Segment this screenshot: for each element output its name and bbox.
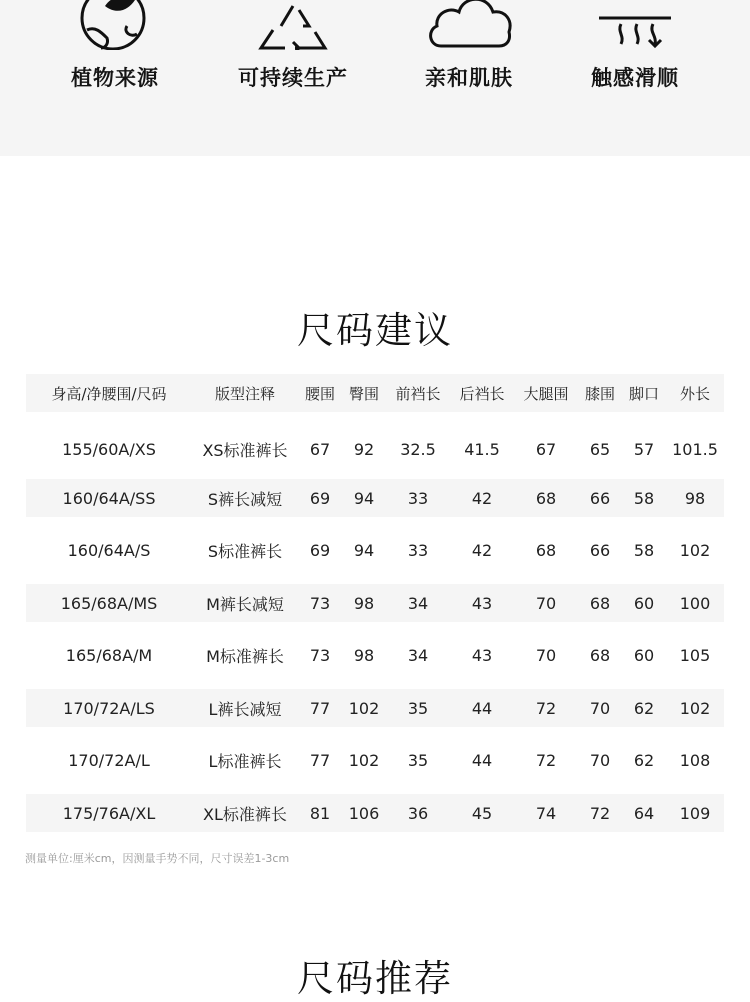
table-cell: 98 — [666, 479, 724, 517]
table-row — [26, 412, 724, 479]
table-cell: 58 — [622, 479, 666, 517]
table-cell: 68 — [514, 479, 578, 517]
size-section-title: 尺码建议 — [297, 309, 453, 352]
feature-skin-friendly — [394, 0, 544, 156]
table-cell: 44 — [450, 689, 514, 727]
table-cell: 68 — [589, 646, 611, 665]
table-cell: 57 — [633, 440, 655, 459]
table-cell: 35 — [386, 689, 450, 727]
table-cell: M裤长减短 — [192, 584, 298, 622]
header-cell: 前裆长 — [386, 374, 450, 412]
table-cell: 73 — [298, 584, 342, 622]
table-cell: 66 — [578, 479, 622, 517]
table-cell: 69 — [298, 479, 342, 517]
header-cell: 大腿围 — [514, 374, 578, 412]
table-cell: 98 — [342, 584, 386, 622]
feature-label: 可持续生产 — [238, 66, 348, 90]
table-cell: 68 — [578, 584, 622, 622]
size-table — [26, 374, 724, 832]
feature-plant-source — [40, 0, 190, 156]
table-cell: 33 — [407, 541, 429, 560]
table-cell: 106 — [342, 794, 386, 832]
table-cell: 170/72A/LS — [26, 689, 192, 727]
table-row — [26, 479, 724, 517]
table-cell: 62 — [622, 689, 666, 727]
feature-label: 植物来源 — [71, 66, 159, 90]
table-cell: L标准裤长 — [208, 752, 282, 771]
table-cell: 100 — [666, 584, 724, 622]
feature-smooth-touch — [560, 0, 710, 156]
table-row — [26, 622, 724, 689]
table-cell: 175/76A/XL — [26, 794, 192, 832]
table-cell: 74 — [514, 794, 578, 832]
table-cell: 33 — [386, 479, 450, 517]
table-cell: 94 — [342, 479, 386, 517]
table-cell: 70 — [535, 646, 557, 665]
feature-label: 触感滑顺 — [591, 66, 679, 90]
table-cell: 36 — [386, 794, 450, 832]
table-cell: 70 — [578, 689, 622, 727]
recycle-icon — [243, 0, 343, 50]
globe-leaf-icon — [65, 0, 165, 50]
table-cell: 60 — [622, 584, 666, 622]
table-cell: 170/72A/L — [68, 751, 150, 770]
table-cell: 102 — [342, 689, 386, 727]
table-row — [26, 727, 724, 794]
table-cell: L裤长减短 — [192, 689, 298, 727]
table-row — [26, 584, 724, 622]
table-cell: 160/64A/SS — [26, 479, 192, 517]
table-cell: 58 — [633, 541, 655, 560]
header-cell: 臀围 — [342, 374, 386, 412]
table-cell: 66 — [589, 541, 611, 560]
table-cell: 160/64A/S — [67, 541, 151, 560]
table-cell: 45 — [450, 794, 514, 832]
table-cell: 101.5 — [672, 440, 718, 459]
table-cell: 65 — [589, 440, 611, 459]
table-cell: XS标准裤长 — [202, 441, 288, 460]
table-cell: 73 — [309, 646, 331, 665]
table-row — [26, 794, 724, 832]
table-cell: 105 — [679, 646, 711, 665]
header-cell: 版型注释 — [192, 374, 298, 412]
table-cell: 70 — [589, 751, 611, 770]
table-header-row — [26, 374, 724, 412]
table-cell: 94 — [353, 541, 375, 560]
table-cell: 42 — [471, 541, 493, 560]
table-cell: 68 — [535, 541, 557, 560]
header-cell: 后裆长 — [450, 374, 514, 412]
table-cell: 64 — [622, 794, 666, 832]
table-cell: XL标准裤长 — [192, 794, 298, 832]
table-cell: S裤长减短 — [192, 479, 298, 517]
table-cell: 32.5 — [400, 440, 436, 459]
recommend-section-title: 尺码推荐 — [297, 957, 453, 1000]
table-cell: 72 — [578, 794, 622, 832]
table-cell: 155/60A/XS — [62, 440, 156, 459]
table-cell: 35 — [407, 751, 429, 770]
header-cell: 膝围 — [578, 374, 622, 412]
measurement-note: 测量单位:厘米cm，因测量手势不同，尺寸误差1-3cm — [25, 852, 290, 865]
header-cell: 外长 — [666, 374, 724, 412]
feature-label: 亲和肌肤 — [425, 66, 513, 90]
table-cell: 67 — [535, 440, 557, 459]
feature-strip — [0, 0, 750, 156]
table-cell: 69 — [309, 541, 331, 560]
table-cell: 77 — [298, 689, 342, 727]
table-cell: 98 — [353, 646, 375, 665]
table-cell: 92 — [353, 440, 375, 459]
table-cell: 102 — [348, 751, 380, 770]
table-cell: 60 — [633, 646, 655, 665]
table-cell: 81 — [298, 794, 342, 832]
table-cell: 43 — [471, 646, 493, 665]
table-cell: S标准裤长 — [207, 542, 283, 561]
table-cell: 43 — [450, 584, 514, 622]
heat-waves-icon — [585, 0, 685, 50]
table-cell: 165/68A/MS — [26, 584, 192, 622]
table-row — [26, 689, 724, 727]
table-cell: 72 — [535, 751, 557, 770]
table-cell: 109 — [666, 794, 724, 832]
table-cell: 102 — [666, 689, 724, 727]
table-cell: 102 — [679, 541, 711, 560]
table-cell: 42 — [450, 479, 514, 517]
table-cell: 41.5 — [464, 440, 500, 459]
table-cell: 44 — [471, 751, 493, 770]
table-cell: 72 — [514, 689, 578, 727]
table-row — [26, 517, 724, 584]
feature-sustainable — [218, 0, 368, 156]
table-cell: 62 — [633, 751, 655, 770]
table-cell: 165/68A/M — [65, 646, 153, 665]
table-cell: 34 — [386, 584, 450, 622]
table-cell: 108 — [679, 751, 711, 770]
table-cell: 70 — [514, 584, 578, 622]
header-cell: 身高/净腰围/尺码 — [26, 374, 192, 412]
table-cell: M标准裤长 — [206, 647, 284, 666]
table-cell: 67 — [309, 440, 331, 459]
cloud-icon — [419, 0, 519, 50]
table-cell: 34 — [407, 646, 429, 665]
header-cell: 脚口 — [622, 374, 666, 412]
table-cell: 77 — [309, 751, 331, 770]
header-cell: 腰围 — [298, 374, 342, 412]
